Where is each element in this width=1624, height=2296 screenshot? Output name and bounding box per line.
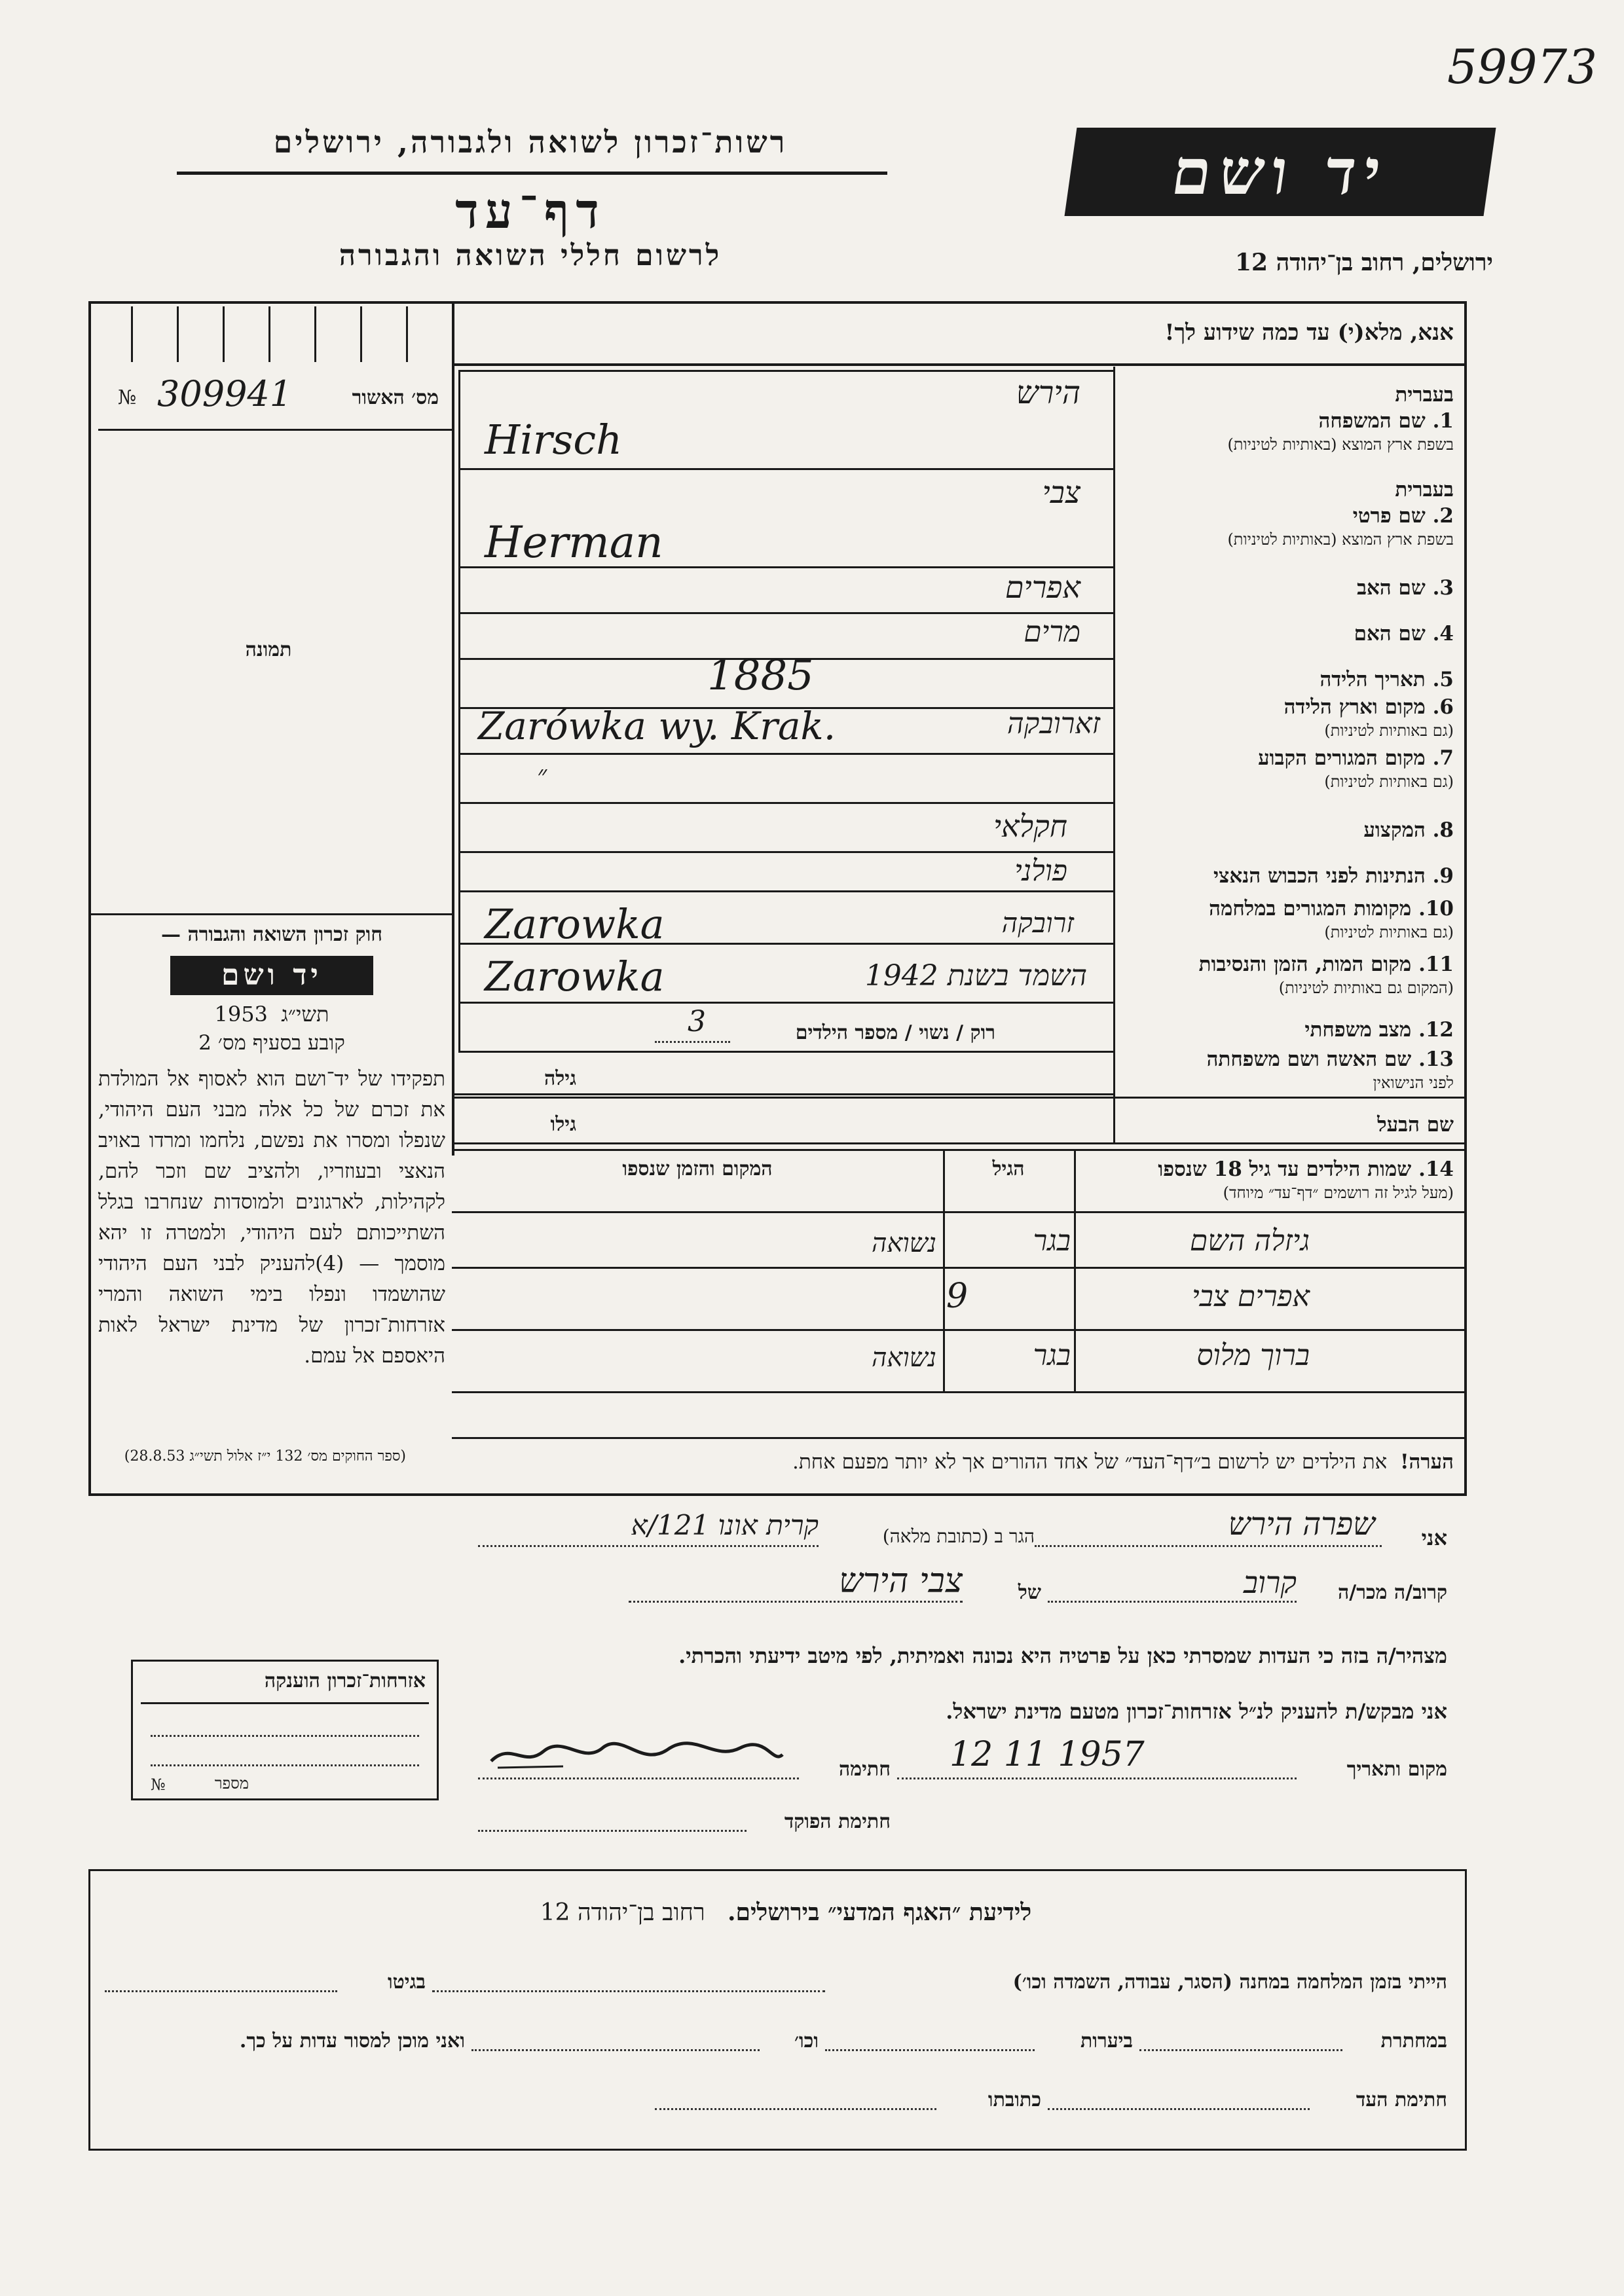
decl-i-label: אני	[1421, 1525, 1447, 1550]
cert-tick-marks	[105, 306, 439, 365]
f11-hebrew-value[interactable]: השמד בשנת 1942	[864, 959, 1087, 993]
f8-num: 8.	[1432, 818, 1454, 842]
f1-label-text: שם המשפחה	[1318, 409, 1426, 433]
decl-address-value[interactable]: קרית אונו 121/א	[631, 1509, 819, 1541]
footer-line1-b: בגיטו	[387, 1971, 426, 1994]
children-header-text: שמות הילדים עד גיל 18 שנספו	[1158, 1157, 1412, 1181]
logo-text: יד ושם	[1167, 135, 1393, 209]
note-text: את הילדים יש לרשום ב״דף־העד״ של אחד ההורים אך לא יותר מפעם אחת.	[792, 1450, 1388, 1474]
f1-hebrew-value[interactable]: הירש	[1016, 374, 1080, 411]
archive-number: 59973	[1447, 39, 1598, 94]
footer-line3-a: חתימת העד	[1356, 2088, 1447, 2111]
decl-place-date-label: מקום ותאריך	[1346, 1758, 1447, 1781]
law-body: תפקידו של יד־ושם הוא לאסוף אל המולדת את זכרם של כל אלה מבני העם היהודי, שנפלו ומסרו את נפשם, נלחמו ומרדו באויב הנאצי ובעוזריו, ולהציב שם וזכר להם, לקהילות, לארגונים ולמוסדות שנחרבו בגלל השתייכותם לעם היהודי, ולמטרה זו יהא מוסמך — (4)להעניק לבני העם היהודי שהושמדו ונפלו בימי השואה והמרי אזרחות־זכרון של מדינת ישראל לאות היאספם אל עמם.	[98, 1067, 445, 1368]
f5-value[interactable]: 1885	[707, 651, 814, 700]
decl-relation-value[interactable]: קרוב	[1243, 1565, 1297, 1600]
f4-num: 4.	[1432, 622, 1454, 646]
footer-line2-a: במחתרת	[1380, 2030, 1447, 2052]
f11-label	[1126, 953, 1454, 976]
f2-label	[1126, 504, 1454, 528]
f7-num: 7.	[1432, 746, 1454, 770]
f2-hebrew-value[interactable]: צבי	[1042, 475, 1080, 510]
f6-sub: (גם באותיות לטיניות)	[1324, 721, 1454, 740]
f9-label-text: הנתינות לפני הכבוש הנאצי	[1213, 864, 1426, 888]
child-3-note[interactable]: נשואה	[871, 1343, 936, 1373]
f3-label-text: שם האב	[1357, 576, 1426, 600]
f5-num: 5.	[1432, 668, 1454, 691]
f10-hebrew-value[interactable]: זרובקה	[1001, 907, 1074, 939]
cert-no-sign: №	[118, 386, 137, 409]
page-title: דף־עד	[455, 183, 606, 240]
f3-num: 3.	[1432, 576, 1454, 600]
f6-label	[1126, 695, 1454, 719]
footer-line2-c: וכו׳	[794, 2030, 819, 2052]
note-label: הערה!	[1399, 1450, 1454, 1474]
f7-label	[1126, 746, 1454, 770]
f1-num: 1.	[1432, 409, 1454, 433]
f2-latin-value[interactable]: Herman	[485, 517, 663, 568]
footer-line1-a: הייתי בזמן המלחמה במחנה (הסגר, עבודה, השמדה וכו׳)	[1012, 1971, 1447, 1994]
f13-label-text: שם האשה ושם משפחתה	[1206, 1048, 1412, 1071]
f9-label	[1126, 864, 1454, 888]
f8-label	[1126, 818, 1454, 842]
citizenship-no-sign: №	[151, 1776, 166, 1794]
child-2-age[interactable]: 9	[946, 1277, 969, 1316]
f7-label-text: מקום המגורים הקבוע	[1258, 746, 1426, 770]
f10-sub: (גם באותיות לטיניות)	[1324, 923, 1454, 941]
law-logo	[170, 956, 373, 995]
decl-place-date-value[interactable]: 12 11 1957	[950, 1735, 1145, 1774]
f13-label	[1126, 1048, 1454, 1071]
f2-sub: בשפת ארץ המוצא (באותיות לטיניות)	[1227, 530, 1454, 549]
child-1-age[interactable]: בגר	[1033, 1224, 1071, 1258]
photo-label: תמונה	[245, 638, 292, 661]
f6-num: 6.	[1432, 695, 1454, 719]
f13-age-label: גילה	[544, 1067, 576, 1090]
f9-num: 9.	[1432, 864, 1454, 888]
intro-text: אנא, מלא(י) עד כמה שידוע לך!	[1164, 319, 1454, 346]
f4-value[interactable]: מרים	[1024, 615, 1080, 649]
decl-resides-label: הגר ב (כתובת מלאה)	[882, 1525, 1035, 1547]
f5-label	[1126, 668, 1454, 691]
f13-sub: לפני הנישואין	[1373, 1074, 1454, 1092]
yad-vashem-logo	[1065, 128, 1496, 216]
f12-label	[1126, 1018, 1454, 1042]
law-year: 1953	[214, 1002, 268, 1027]
f4-label-text: שם האם	[1354, 622, 1426, 646]
f7-value[interactable]: ״	[537, 760, 547, 790]
footer-line2-d: ואני מוכן למסור עדות על כך.	[239, 2030, 465, 2052]
f7-sub: (גם באותיות לטיניות)	[1324, 773, 1454, 791]
citizenship-title: אזרחות־זכרון הוענקה	[264, 1669, 426, 1692]
law-source: (ספר החוקים מס׳ 132 י״ז אלול תשי״ג 28.8.53)	[124, 1448, 406, 1465]
f11-sub: (המקום גם באותיות לטיניות)	[1278, 979, 1454, 997]
f4-label	[1126, 622, 1454, 646]
cert-number: 309941	[157, 373, 293, 414]
f2-num: 2.	[1432, 504, 1454, 528]
f3-label	[1126, 576, 1454, 600]
f1-label	[1126, 409, 1454, 433]
cert-label: מס׳ האשור	[352, 386, 439, 409]
f10-label	[1126, 897, 1454, 920]
decl-signature-label: חתימה	[839, 1758, 891, 1781]
law-clause: קובע בסעיף מס׳ 2	[198, 1031, 345, 1055]
header-address: ירושלים, רחוב בן־יהודה 12	[1234, 249, 1493, 276]
child-1-note[interactable]: נשואה	[871, 1228, 936, 1258]
decl-relative-label: קרוב/ה מכר/ה	[1338, 1581, 1447, 1604]
f11-label-text: מקום המות, הזמן והנסיבות	[1198, 953, 1412, 976]
footer-title: לידיעת ״האגף המדעי״ בירושלים.	[727, 1899, 1032, 1926]
page-subtitle: לרשום חללי השואה והגבורה	[339, 239, 722, 272]
f12-value[interactable]: 3	[688, 1005, 706, 1038]
footer-line2-b: ביערות	[1080, 2030, 1133, 2052]
husband-label: שם הבעל	[1377, 1113, 1454, 1137]
column-divider	[452, 301, 454, 1156]
f1-latin-value[interactable]: Hirsch	[485, 416, 623, 464]
children-sub: (מעל לגיל זה רושמים ״דף־עד״ מיוחד)	[1223, 1184, 1454, 1202]
decl-of-label: של	[1018, 1581, 1041, 1604]
child-3-age[interactable]: בגר	[1033, 1339, 1071, 1372]
law-year-he: תשי״ג	[281, 1002, 329, 1027]
footer-title-line	[393, 1899, 1179, 1926]
f9-value[interactable]: פולני	[1014, 854, 1067, 888]
f11-num: 11.	[1418, 953, 1454, 976]
decl-statement: מצהיר/ה בזה כי העדות שמסרתי כאן על פרטיה היא נכונה ואמיתית, לפי מיטב ידיעתי והכרתי.	[678, 1643, 1447, 1668]
f2-hebrew-label: בעברית	[1395, 478, 1454, 501]
f6-latin-value[interactable]: Zarówka wy. Krak.	[478, 704, 836, 748]
footer-line3-b: כתובתו	[987, 2088, 1041, 2111]
f1-sub: בשפת ארץ המוצא (באותיות לטיניות)	[1227, 435, 1454, 454]
f13-num: 13.	[1418, 1048, 1454, 1071]
f11-latin-value[interactable]: Zarowka	[485, 953, 665, 1000]
note-line	[471, 1450, 1454, 1474]
decl-request: אני מבקש/ת להעניק לנ״ל אזרחות־זכרון מטעם מדינת ישראל.	[946, 1699, 1447, 1724]
decl-of-value[interactable]: צבי הירש	[839, 1561, 963, 1601]
law-logo-text: יד ושם	[221, 958, 322, 992]
decl-name-value[interactable]: שפרה הירש	[1228, 1506, 1375, 1542]
f12-options: רוק / נשוי / מספר הילדים	[795, 1021, 995, 1044]
f2-label-text: שם פרטי	[1352, 504, 1426, 528]
children-col-place: המקום והזמן שנספו	[622, 1157, 773, 1180]
children-num: 14.	[1418, 1157, 1454, 1181]
f10-latin-value[interactable]: Zarowka	[485, 900, 665, 948]
decl-officer-label: חתימת הפוקד	[784, 1810, 891, 1833]
f12-label-text: מצב משפחתי	[1304, 1018, 1412, 1042]
f8-value[interactable]: חקלאי	[993, 809, 1067, 844]
child-1-name[interactable]: גיזלה השם	[1189, 1224, 1310, 1258]
f6-label-text: מקום וארץ הלידה	[1283, 695, 1426, 719]
f6-hebrew-value[interactable]: זארובקה	[1006, 707, 1100, 740]
f10-num: 10.	[1418, 897, 1454, 920]
citizenship-number-label: מספר	[214, 1774, 249, 1793]
law-year-line	[98, 1002, 445, 1027]
child-3-name[interactable]: ברוך מלוס	[1196, 1339, 1310, 1372]
f10-label-text: מקומות המגורים במלחמה	[1209, 897, 1412, 920]
f8-label-text: המקצוע	[1363, 818, 1426, 842]
children-col-age: הגיל	[992, 1157, 1025, 1180]
authority-title: רשות־זכרון לשואה ולגבורה, ירושלים	[273, 124, 788, 160]
f1-hebrew-label: בעברית	[1395, 383, 1454, 407]
f12-num: 12.	[1418, 1018, 1454, 1042]
footer-address: רחוב בן־יהודה 12	[540, 1899, 705, 1926]
f5-label-text: תאריך הלידה	[1320, 668, 1426, 691]
husband-age-label: גילו	[550, 1113, 576, 1136]
children-header	[1080, 1157, 1454, 1181]
witness-signature	[485, 1735, 786, 1774]
header-rule	[177, 172, 887, 175]
f3-value[interactable]: אפרים	[1005, 570, 1080, 605]
child-2-name[interactable]: אפרים צבי	[1192, 1280, 1310, 1313]
law-title: חוק זכרון השואה והגבורה —	[161, 923, 382, 946]
